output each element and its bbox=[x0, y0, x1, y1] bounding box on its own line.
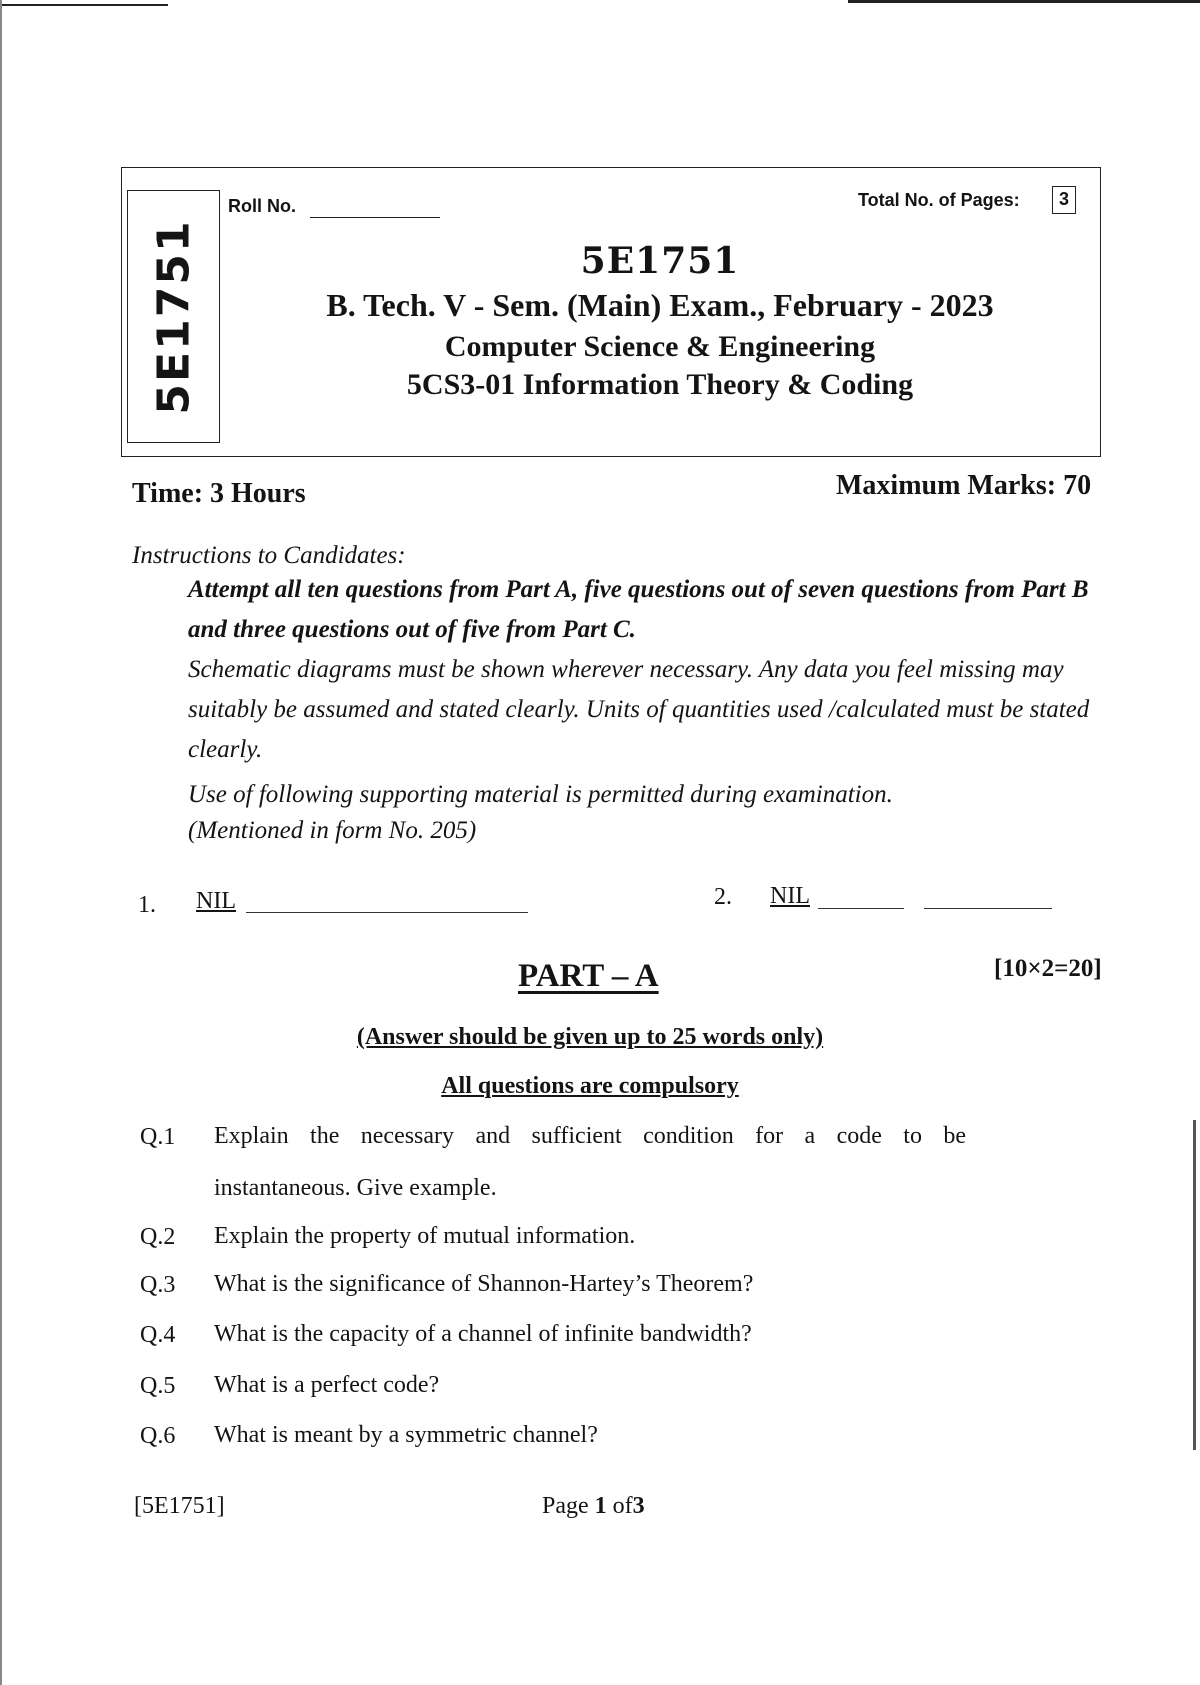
page-prefix: Page bbox=[542, 1493, 589, 1519]
instructions-material: Use of following supporting material is permitted during examination. bbox=[188, 781, 893, 808]
maximum-marks: Maximum Marks: 70 bbox=[836, 470, 1092, 501]
material-blank-line bbox=[818, 908, 904, 909]
material-text: NIL bbox=[770, 883, 810, 909]
question-number: Q.1 bbox=[140, 1124, 176, 1150]
question-text: What is the significance of Shannon-Hartey’s Theorem? bbox=[214, 1271, 754, 1297]
material-number: 1. bbox=[138, 892, 156, 918]
question-text: Explain the necessary and sufficient condition for a code to be bbox=[214, 1123, 966, 1149]
question-text: What is the capacity of a channel of infinite bandwidth? bbox=[214, 1321, 752, 1347]
question-text: What is a perfect code? bbox=[214, 1372, 440, 1398]
vertical-code-tab bbox=[127, 190, 220, 443]
question-text: Explain the property of mutual information. bbox=[214, 1223, 636, 1249]
instructions-attempt: Attempt all ten questions from Part A, five questions out of seven questions from Part B and three questions out of five from Part C. bbox=[188, 576, 1089, 643]
material-blank-line bbox=[246, 912, 528, 913]
scan-mark-top-right bbox=[848, 0, 1200, 3]
part-a-marks: [10×2=20] bbox=[994, 955, 1102, 982]
instructions-heading: Instructions to Candidates: bbox=[132, 542, 406, 569]
question-number: Q.6 bbox=[140, 1423, 176, 1449]
page-total: 3 bbox=[632, 1493, 645, 1519]
material-blank-line bbox=[924, 908, 1052, 909]
scan-mark-top-left bbox=[0, 4, 168, 6]
question-number: Q.2 bbox=[140, 1224, 176, 1250]
part-a-word-limit: (Answer should be given up to 25 words only) bbox=[356, 1024, 824, 1050]
instructions-schematic: Schematic diagrams must be shown wherever necessary. Any data you feel missing may suitably be assumed and stated clearly. Units of quantities used /calculated must be stated clearly. bbox=[188, 656, 1090, 763]
material-text: NIL bbox=[196, 888, 236, 914]
exam-time: Time: 3 Hours bbox=[132, 478, 306, 509]
question-number: Q.3 bbox=[140, 1272, 176, 1298]
exam-code: 5E1751 bbox=[580, 240, 740, 282]
exam-title: B. Tech. V - Sem. (Main) Exam., February - 2023 bbox=[326, 287, 994, 323]
footer-page-number bbox=[542, 1493, 645, 1520]
total-pages-value: 3 bbox=[1052, 186, 1076, 214]
question-text: What is meant by a symmetric channel? bbox=[214, 1422, 598, 1448]
scan-mark-left-edge bbox=[0, 0, 2, 1685]
roll-no-blank bbox=[310, 217, 440, 218]
footer-paper-code: [5E1751] bbox=[134, 1493, 225, 1519]
part-a-compulsory: All questions are compulsory bbox=[441, 1073, 739, 1099]
material-number: 2. bbox=[714, 884, 732, 910]
vertical-code: 5E1751 bbox=[148, 218, 199, 415]
part-a-title: PART – A bbox=[518, 958, 659, 994]
question-text-continued: instantaneous. Give example. bbox=[214, 1175, 497, 1201]
question-number: Q.4 bbox=[140, 1322, 176, 1348]
scan-mark-right-edge bbox=[1193, 1120, 1196, 1450]
question-number: Q.5 bbox=[140, 1373, 176, 1399]
page-current: 1 bbox=[594, 1493, 607, 1519]
page-of: of bbox=[612, 1493, 633, 1519]
total-pages-label: Total No. of Pages: bbox=[858, 190, 1020, 210]
exam-subject: 5CS3-01 Information Theory & Coding bbox=[406, 368, 914, 401]
roll-no-label: Roll No. bbox=[228, 196, 296, 216]
instructions-form-note: (Mentioned in form No. 205) bbox=[188, 817, 477, 844]
exam-branch: Computer Science & Engineering bbox=[444, 330, 876, 363]
